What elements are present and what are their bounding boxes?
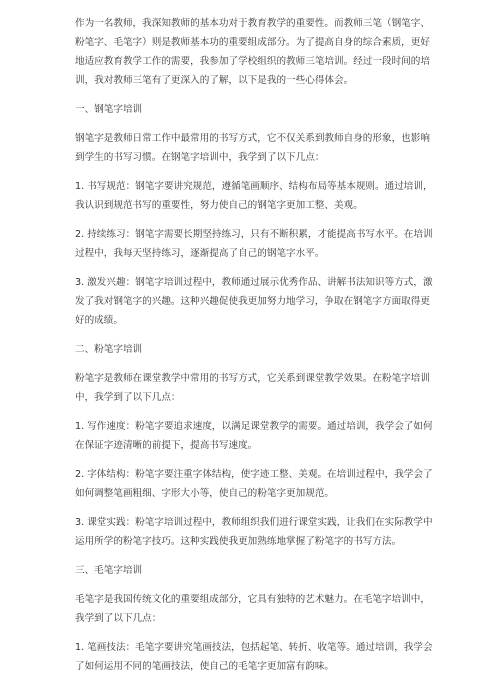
section-intro-pen: 钢笔字是教师日常工作中最常用的书写方式，它不仅关系到教师自身的形象，也影响到学生的书写习惯。在钢笔字培训中，我学到了以下几点：	[75, 133, 430, 163]
intro-paragraph: 作为一名教师，我深知教师的基本功对于教育教学的重要性。而教师三笔（钢笔字、粉笔字、毛笔字）则是教师基本功的重要组成部分。为了提高自身的综合素质，更好地适应教育教学工作的需要，我参加了学校组织的教师三笔培训。经过一段时间的培训，我对教师三笔有了更深入的了解，以下是我的一些心得体会。	[75, 18, 430, 86]
list-item: 2. 字体结构：粉笔字要注重字体结构，使字迹工整、美观。在培训过程中，我学会了如何调整笔画粗细、字形大小等，使自己的粉笔字更加规范。	[75, 469, 433, 499]
list-item: 1. 写作速度：粉笔字要追求速度，以满足课堂教学的需要。通过培训，我学会了如何在保证字迹清晰的前提下，提高书写速度。	[75, 421, 433, 451]
list-item: 1. 笔画技法：毛笔字要讲究笔画技法，包括起笔、转折、收笔等。通过培训，我学会了如何运用不同的笔画技法，使自己的毛笔字更加富有韵味。	[75, 642, 433, 672]
list-item: 3. 课堂实践：粉笔字培训过程中，教师组织我们进行课堂实践，让我们在实际教学中运用所学的粉笔字技巧。这种实践使我更加熟练地掌握了粉笔字的书写方法。	[75, 517, 433, 547]
section-heading-pen: 一、钢笔字培训	[75, 104, 143, 115]
list-item: 2. 持续练习：钢笔字需要长期坚持练习，只有不断积累，才能提高书写水平。在培训过程中，我每天坚持练习，逐渐提高了自己的钢笔字水平。	[75, 229, 433, 259]
document-page	[75, 14, 437, 676]
section-intro-brush: 毛笔字是我国传统文化的重要组成部分，它具有独特的艺术魅力。在毛笔字培训中，我学到了以下几点：	[75, 594, 430, 624]
section-intro-chalk: 粉笔字是教师在课堂教学中常用的书写方式，它关系到课堂教学效果。在粉笔字培训中，我学到了以下几点：	[75, 373, 430, 403]
section-heading-brush: 三、毛笔字培训	[75, 565, 143, 576]
list-item: 3. 激发兴趣：钢笔字培训过程中，教师通过展示优秀作品、讲解书法知识等方式，激发了我对钢笔字的兴趣。这种兴趣促使我更加努力地学习，争取在钢笔字方面取得更好的成绩。	[75, 277, 433, 326]
section-heading-chalk: 二、粉笔字培训	[75, 344, 143, 355]
list-item: 1. 书写规范：钢笔字要讲究规范，遵循笔画顺序、结构布局等基本规则。通过培训，我认识到规范书写的重要性，努力使自己的钢笔字更加工整、美观。	[75, 181, 433, 211]
